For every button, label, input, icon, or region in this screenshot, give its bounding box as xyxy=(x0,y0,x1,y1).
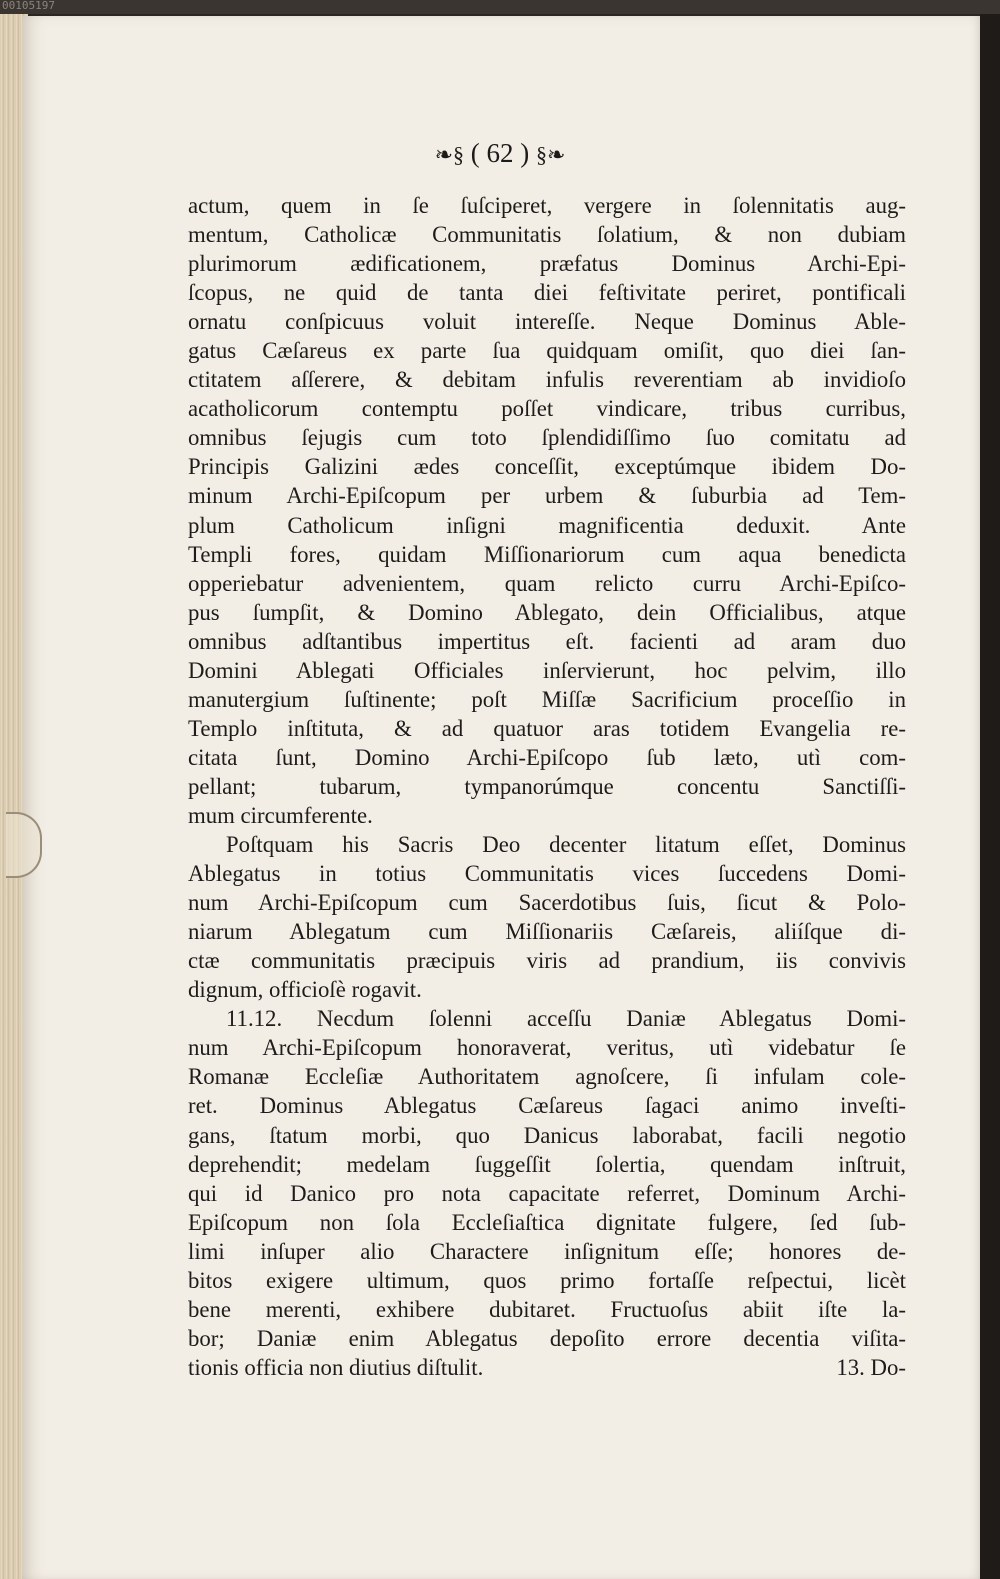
text-line: ctæ communitatis præcipuis viris ad prandium, iis convivis xyxy=(188,948,906,974)
text-line: num Archi-Epiſcopum honoraverat, veritus, utì videbatur ſe xyxy=(188,1035,906,1061)
text-line: gatus Cæſareus ex parte ſua quidquam omiſit, quo diei ſan- xyxy=(188,338,906,364)
text-line: deprehendit; medelam ſuggeſſit ſolertia, quendam inſtruit, xyxy=(188,1151,906,1177)
text-line: citata ſunt, Domino Archi-Epiſcopo ſub læto, utì com- xyxy=(188,744,906,770)
text-line: actum, quem in ſe ſuſciperet, vergere in ſolennitatis aug- xyxy=(188,193,906,218)
text-line: niarum Ablegatum cum Miſſionariis Cæſareis, aliíſque di- xyxy=(188,919,906,945)
left-ornament-icon: ❧§ xyxy=(434,142,464,167)
text-line: qui id Danico pro nota capacitate referret, Dominum Archi- xyxy=(188,1180,906,1206)
text-line: Ablegatus in totius Communitatis vices ſuccedens Domi- xyxy=(188,861,906,887)
text-line: bitos exigere ultimum, quos primo fortaſſe reſpectui, licèt xyxy=(188,1267,906,1293)
text-line: Principis Galizini ædes conceſſit, exceptúmque ibidem Do- xyxy=(188,454,906,480)
text-line: plum Catholicum inſigni magnificentia deduxit. Ante xyxy=(188,512,906,538)
text-line: Epiſcopum non ſola Eccleſiaſtica dignitate fulgere, ſed ſub- xyxy=(188,1209,906,1235)
text-line: Romanæ Eccleſiæ Authoritatem agnoſcere, ſi infulam cole- xyxy=(188,1064,906,1090)
text-line: omnibus ſejugis cum toto ſplendidiſſimo ſuo comitatu ad xyxy=(188,425,906,451)
scan-id: 00105197 xyxy=(2,0,55,12)
text-line: Templo inſtituta, & ad quatuor aras totidem Evangelia re- xyxy=(188,715,906,741)
text-line: pellant; tubarum, tympanorúmque concentu Sanctiſſi- xyxy=(188,773,906,799)
text-line: Domini Ablegati Officiales inſervierunt, hoc pelvim, illo xyxy=(188,657,906,683)
text-line: gans, ſtatum morbi, quo Danicus laborabat, facili negotio xyxy=(188,1122,906,1148)
scan-right-edge xyxy=(980,14,1000,1579)
text-line: opperiebatur advenientem, quam relicto curru Archi-Epiſco- xyxy=(188,570,906,596)
text-line: ctitatem aſſerere, & debitam infulis reverentiam ab invidioſo xyxy=(188,367,906,393)
text-line: Poſtquam his Sacris Deo decenter litatum eſſet, Dominus xyxy=(226,832,906,858)
text-line: 11.12. Necdum ſolenni acceſſu Daniæ Ablegatus Domi- xyxy=(226,1006,906,1032)
text-line xyxy=(188,1353,906,1382)
body-text xyxy=(188,191,906,1382)
text-line: ret. Dominus Ablegatus Cæſareus ſagaci animo inveſti- xyxy=(188,1093,906,1119)
scan-top-strip xyxy=(0,0,1000,14)
text-line: acatholicorum contemptu poſſet vindicare, tribus curribus, xyxy=(188,396,906,422)
text-line: num Archi-Epiſcopum cum Sacerdotibus ſuis, ſicut & Polo- xyxy=(188,890,906,916)
text-line: dignum, officioſè rogavit. xyxy=(188,977,422,1003)
text-line-final: tionis officia non diutius diſtulit. xyxy=(188,1354,484,1380)
catchword: 13. Do- xyxy=(836,1354,906,1380)
text-line: omnibus adſtantibus impertitus eſt. facienti ad aram duo xyxy=(188,628,906,654)
page-number: ( 62 ) xyxy=(470,138,530,168)
page-header xyxy=(0,138,1000,169)
right-ornament-icon: §❧ xyxy=(535,142,566,167)
text-line: Templi fores, quidam Miſſionariorum cum aqua benedicta xyxy=(188,541,906,567)
text-line: mum circumferente. xyxy=(188,802,373,828)
text-line: bene merenti, exhibere dubitaret. Fructuoſus abiit iſte la- xyxy=(188,1296,906,1322)
text-line: mentum, Catholicæ Communitatis ſolatium, & non dubiam xyxy=(188,222,906,248)
text-line: ſcopus, ne quid de tanta diei feſtivitate periret, pontificali xyxy=(188,280,906,306)
text-line: limi inſuper alio Charactere inſignitum eſſe; honores de- xyxy=(188,1238,906,1264)
text-line: pus ſumpſit, & Domino Ablegato, dein Officialibus, atque xyxy=(188,599,906,625)
text-line: minum Archi-Epiſcopum per urbem & ſuburbia ad Tem- xyxy=(188,483,906,509)
text-line: bor; Daniæ enim Ablegatus depoſito errore decentia viſita- xyxy=(188,1325,906,1351)
text-line: manutergium ſuſtinente; poſt Miſſæ Sacrificium proceſſio in xyxy=(188,686,906,712)
text-line: ornatu conſpicuus voluit intereſſe. Neque Dominus Able- xyxy=(188,309,906,335)
text-line: plurimorum ædificationem, præfatus Dominus Archi-Epi- xyxy=(188,251,906,277)
